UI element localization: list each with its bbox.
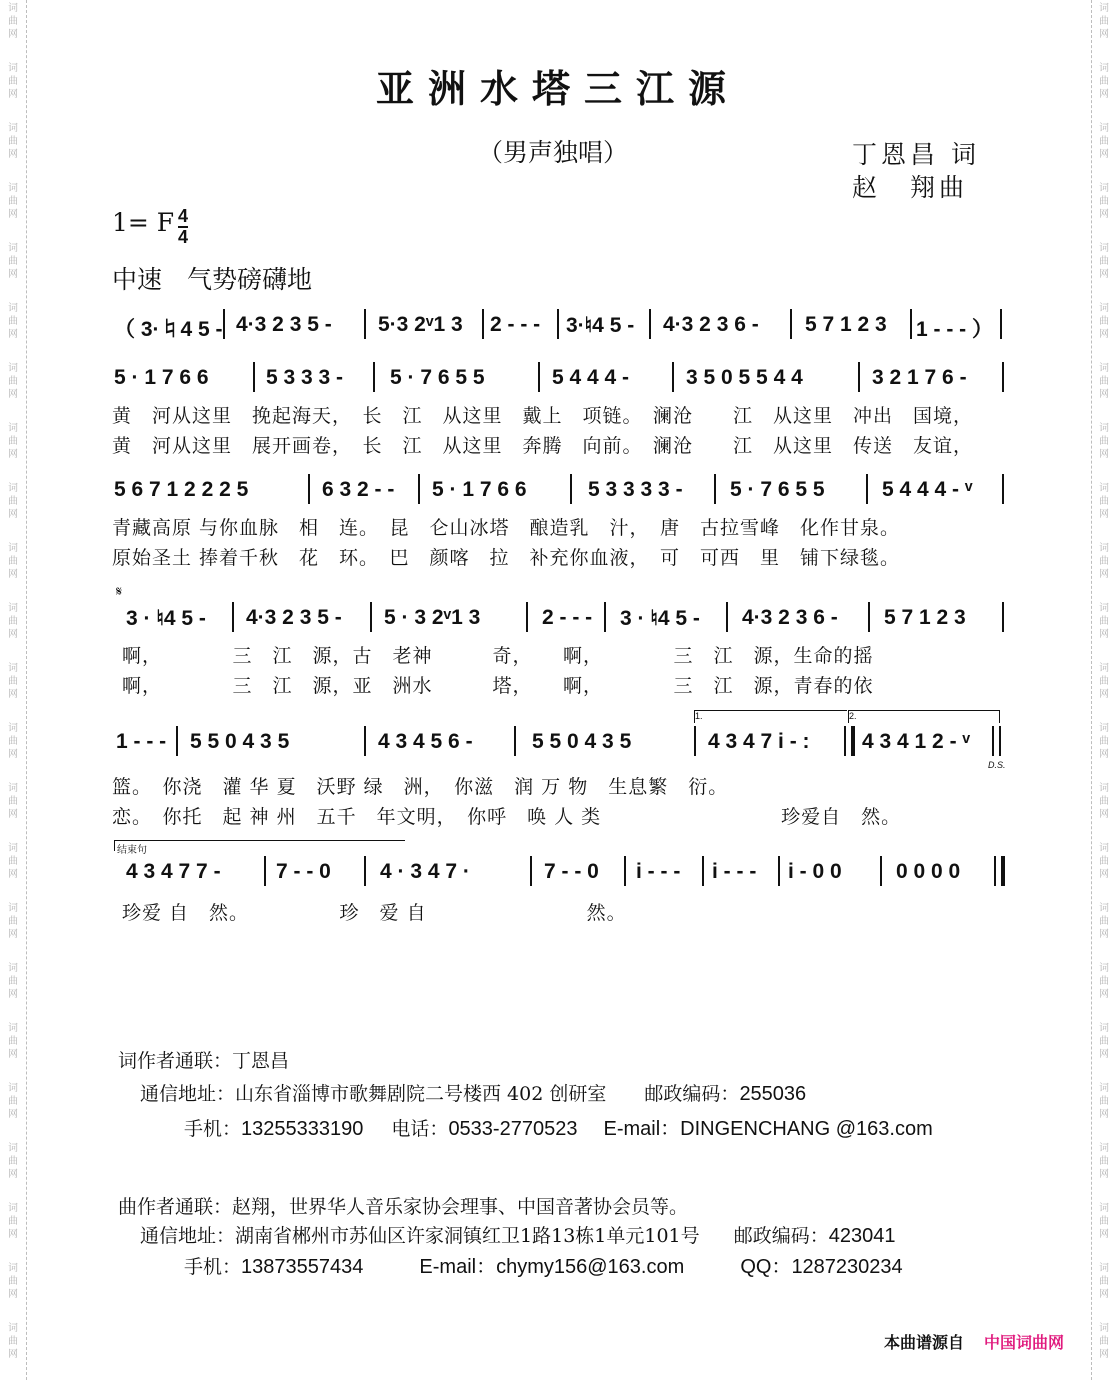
measure: i - - - [712, 860, 757, 883]
watermark-text: 词 曲 网 [1099, 183, 1109, 220]
tempo-marking: 中速 气势磅礴地 [112, 265, 313, 294]
measure: 3 · ♮4 5 - [620, 607, 700, 630]
watermark-text: 词 曲 网 [1099, 363, 1109, 400]
lyrics-verse-1: 啊， 三 江 源，古 老神 奇， 啊， 三 江 源，生命的摇 [122, 645, 874, 667]
watermark-text: 词 曲 网 [8, 1143, 18, 1180]
watermark-text: 词 曲 网 [8, 483, 18, 520]
source-label: 本曲谱源自 [884, 1333, 965, 1352]
lyrics-verse-2: 原始圣土 捧着千秋 花 环。 巴 颜喀 拉 补充你血液， 可 可西 里 铺下绿毯。 [112, 547, 901, 569]
source-attribution [884, 1330, 1064, 1353]
score-line-2 [110, 358, 1005, 457]
lyrics-verse-2: 黄 河从这里 展开画卷， 长 江 从这里 奔腾 向前。 澜沧 江 从这里 传送 友谊， [112, 435, 974, 457]
watermark-text: 词 曲 网 [1099, 963, 1109, 1000]
watermark-text: 词 曲 网 [1099, 303, 1109, 340]
measure: 2 - - - [490, 313, 541, 336]
watermark-text: 词 曲 网 [1099, 1023, 1109, 1060]
watermark-text: 词 曲 网 [8, 183, 18, 220]
measure: 4 3 4 5 6 - [378, 730, 473, 753]
da-segno-marking: D.S. [988, 760, 1006, 770]
measure: 4 · 3 4 7 · [380, 860, 470, 883]
measure: 3·♮4 5 - [566, 314, 635, 337]
song-title: 亚洲水塔三江源 [375, 66, 740, 111]
source-brand-link[interactable]: 中国词曲网 [984, 1333, 1065, 1352]
lyrics-ending: 珍爱 自 然。 珍 爱 自 然。 [122, 902, 627, 924]
measure: i - - - [636, 860, 681, 883]
watermark-text: 词 曲 网 [8, 363, 18, 400]
volta-second-ending: 2. [848, 710, 1000, 723]
watermark-text: 词 曲 网 [8, 423, 18, 460]
measure: i - 0 0 [788, 860, 842, 883]
measure: 7 - - 0 [276, 860, 331, 883]
watermark-text: 词 曲 网 [1099, 543, 1109, 580]
measure: 5 · 7 6 5 5 [390, 366, 485, 389]
measure: 5 · 7 6 5 5 [730, 478, 825, 501]
lyricist-contact-phones: 手机：13255333190 电话：0533-2770523 E-mail：DINGENCHANG @163.com [184, 1118, 933, 1140]
watermark-text: 词 曲 网 [1099, 1203, 1109, 1240]
lyricist-contact-name: 词作者通联：丁恩昌 [118, 1050, 290, 1072]
time-numerator: 4 [178, 206, 189, 226]
lyricist-credit: 丁恩昌 词 [852, 140, 980, 169]
time-denominator: 4 [178, 227, 189, 247]
watermark-text: 词 曲 网 [1099, 243, 1109, 280]
measure: 5 4 4 4 - ᵛ [882, 478, 973, 501]
score-line-1 [110, 305, 1005, 345]
watermark-text: 词 曲 网 [8, 723, 18, 760]
measure: 4·3 2 3 5 - [246, 606, 342, 629]
measure: （ 3·♮4 5 - [114, 318, 223, 341]
measure: 5 5 0 4 3 5 [190, 730, 290, 753]
measure: 6 3 2 - - [322, 478, 395, 501]
measure: 3 5 0 5 5 4 4 [686, 366, 803, 389]
watermark-text: 词 曲 网 [8, 783, 18, 820]
watermark-text: 词 曲 网 [1099, 1083, 1109, 1120]
watermark-text: 词 曲 网 [1099, 123, 1109, 160]
watermark-text: 词 曲 网 [1099, 723, 1109, 760]
watermark-text: 词 曲 网 [8, 603, 18, 640]
watermark-text: 词 曲 网 [1099, 783, 1109, 820]
segno-icon: 𝄋 [116, 584, 123, 600]
score-line-3 [110, 470, 1005, 569]
watermark-text: 词 曲 网 [8, 903, 18, 940]
score-line-5 [110, 711, 1006, 828]
left-watermark-strip [0, 0, 27, 1380]
lyrics-verse-2: 恋。 你托 起 神 州 五千 年文明， 你呼 唤 人 类 珍爱自 然。 [112, 806, 902, 828]
watermark-text: 词 曲 网 [8, 243, 18, 280]
measure: 5 4 4 4 - [552, 366, 630, 389]
measure: 1 - - - [116, 730, 167, 753]
watermark-text: 词 曲 网 [1099, 1263, 1109, 1300]
measure: 4·3 2 3 6 - [742, 606, 838, 629]
watermark-text: 词 曲 网 [1099, 843, 1109, 880]
watermark-text: 词 曲 网 [1099, 603, 1109, 640]
measure: 3 · ♮4 5 - [126, 607, 206, 630]
composer-contact-address: 通信地址：湖南省郴州市苏仙区许家洞镇红卫1路13栋1单元101号 邮政编码：423041 [140, 1225, 896, 1247]
measure: 4 3 4 1 2 - ᵛ [862, 730, 971, 753]
watermark-text: 词 曲 网 [1099, 423, 1109, 460]
measure: 4·3 2 3 5 - [236, 313, 332, 336]
volta-first-ending: 1. [694, 710, 847, 723]
measure: 3 2 1 7 6 - [872, 366, 967, 389]
watermark-text: 词 曲 网 [1099, 63, 1109, 100]
watermark-text: 词 曲 网 [8, 1323, 18, 1360]
measure: 4·3 2 3 6 - [663, 313, 759, 336]
watermark-text: 词 曲 网 [8, 963, 18, 1000]
watermark-text: 词 曲 网 [8, 1023, 18, 1060]
measure: 1 - - - ） [916, 318, 993, 341]
watermark-text: 词 曲 网 [8, 303, 18, 340]
watermark-text: 词 曲 网 [8, 663, 18, 700]
measure: 5 · 1 7 6 6 [432, 478, 527, 501]
key-signature: 1= F [112, 208, 175, 237]
lyrics-verse-1: 青藏高原 与你血脉 相 连。 昆 仑山冰塔 酿造乳 汁， 唐 古拉雪峰 化作甘泉。 [112, 517, 901, 539]
measure: 5 5 0 4 3 5 [532, 730, 632, 753]
measure: 4 3 4 7 7 - [126, 860, 221, 883]
watermark-text: 词 曲 网 [8, 1203, 18, 1240]
measure: 5 7 1 2 3 [805, 313, 887, 336]
watermark-text: 词 曲 网 [1099, 1143, 1109, 1180]
measure: 5 7 1 2 3 [884, 606, 966, 629]
measure: 2 - - - [542, 606, 593, 629]
watermark-text: 词 曲 网 [8, 1083, 18, 1120]
lyrics-verse-1: 篮。 你浇 灌 华 夏 沃野 绿 洲， 你滋 润 万 物 生息繁 衍。 [112, 776, 729, 798]
watermark-text: 词 曲 网 [8, 1263, 18, 1300]
measure: 5 · 1 7 6 6 [114, 366, 209, 389]
watermark-text: 词 曲 网 [1099, 3, 1109, 40]
composer-contact-phones: 手机：13873557434 E-mail：chymy156@163.com QQ：1287230234 [184, 1256, 903, 1278]
right-watermark-strip [1091, 0, 1116, 1380]
measure: 5 6 7 1 2 2 2 5 [114, 478, 249, 501]
ending-bracket: 结束句 [114, 840, 405, 851]
measure: 5·3 2ᵛ1 3 [378, 313, 463, 336]
watermark-text: 词 曲 网 [8, 843, 18, 880]
composer-contact-name: 曲作者通联：赵翔，世界华人音乐家协会理事、中国音著协会员等。 [118, 1196, 689, 1218]
lyrics-verse-2: 啊， 三 江 源，亚 洲水 塔， 啊， 三 江 源，青春的依 [122, 675, 874, 697]
measure: 5 3 3 3 - [266, 366, 344, 389]
song-subtitle: （男声独唱） [478, 138, 629, 167]
watermark-text: 词 曲 网 [8, 63, 18, 100]
measure: 4 3 4 7 i - : [708, 730, 810, 753]
measure: 5 3 3 3 3 - [588, 478, 683, 501]
measure: 0 0 0 0 [896, 860, 961, 883]
score-line-6 [110, 845, 1005, 924]
time-signature [178, 207, 188, 247]
score-line-4 [110, 584, 1005, 697]
watermark-text: 词 曲 网 [8, 3, 18, 40]
lyrics-verse-1: 黄 河从这里 挽起海天， 长 江 从这里 戴上 项链。 澜沧 江 从这里 冲出 国境， [112, 405, 974, 427]
composer-credit: 赵 翔曲 [852, 173, 969, 202]
lyricist-contact-address: 通信地址：山东省淄博市歌舞剧院二号楼西 402 创研室 邮政编码：255036 [140, 1083, 807, 1105]
watermark-text: 词 曲 网 [8, 543, 18, 580]
watermark-text: 词 曲 网 [1099, 903, 1109, 940]
watermark-text: 词 曲 网 [1099, 1323, 1109, 1360]
watermark-text: 词 曲 网 [8, 123, 18, 160]
measure: 5 · 3 2ᵛ1 3 [384, 606, 481, 629]
watermark-text: 词 曲 网 [1099, 663, 1109, 700]
watermark-text: 词 曲 网 [1099, 483, 1109, 520]
measure: 7 - - 0 [544, 860, 599, 883]
